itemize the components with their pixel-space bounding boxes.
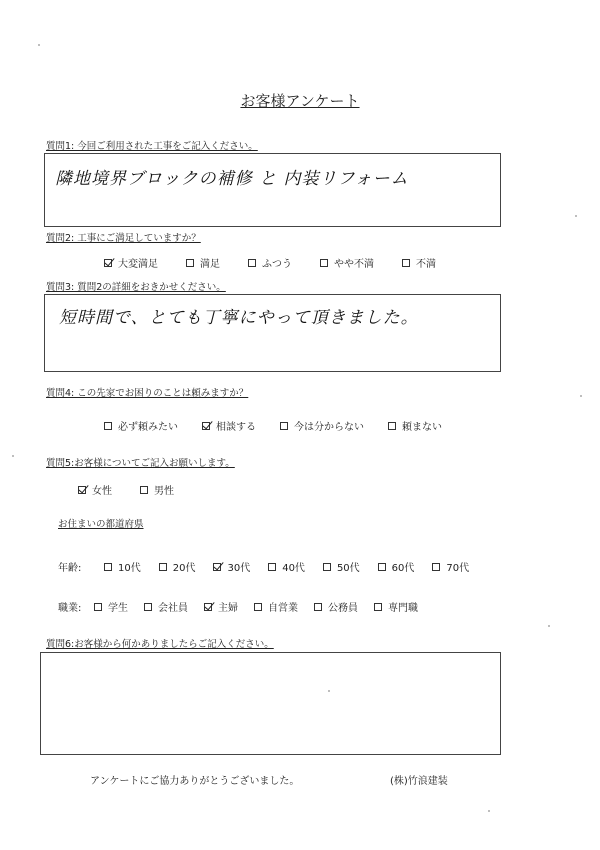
job-option-label: 公務員 bbox=[328, 603, 358, 614]
future-request-option[interactable] bbox=[388, 418, 442, 433]
future-request-option-label: 頼まない bbox=[402, 422, 442, 433]
thanks-message: アンケートにご協力ありがとうございました。 bbox=[90, 776, 300, 787]
age-option[interactable] bbox=[323, 559, 360, 574]
checked-checkbox[interactable] bbox=[204, 603, 212, 611]
survey-title-text: お客様アンケート bbox=[240, 92, 360, 110]
gender-options bbox=[78, 482, 174, 497]
age-option-label: 70代 bbox=[446, 563, 470, 574]
age-option[interactable] bbox=[159, 559, 196, 574]
job-option[interactable] bbox=[374, 599, 418, 614]
checkbox[interactable] bbox=[254, 603, 262, 611]
question-4-options bbox=[104, 418, 442, 433]
job-option-label: 専門職 bbox=[388, 603, 418, 614]
future-request-option-label: 今は分からない bbox=[294, 422, 364, 433]
checkbox[interactable] bbox=[268, 563, 276, 571]
checkbox[interactable] bbox=[432, 563, 440, 571]
satisfaction-option-label: やや不満 bbox=[334, 259, 374, 270]
question-1-answer: 隣地境界ブロックの補修 と 内装リフォーム bbox=[55, 169, 409, 189]
satisfaction-option[interactable] bbox=[320, 255, 374, 270]
question-3-answer: 短時間で、とても丁寧にやって頂きました。 bbox=[59, 308, 419, 328]
satisfaction-option-label: ふつう bbox=[262, 259, 292, 270]
checkbox[interactable] bbox=[144, 603, 152, 611]
future-request-option[interactable] bbox=[202, 418, 256, 433]
future-request-option[interactable] bbox=[280, 418, 364, 433]
satisfaction-option[interactable] bbox=[402, 255, 436, 270]
checked-checkbox[interactable] bbox=[104, 259, 112, 267]
checkbox[interactable] bbox=[314, 603, 322, 611]
company-name: (株)竹浪建装 bbox=[390, 776, 448, 787]
checkbox[interactable] bbox=[280, 422, 288, 430]
age-option[interactable] bbox=[268, 559, 305, 574]
checkbox[interactable] bbox=[104, 563, 112, 571]
gender-option[interactable] bbox=[78, 482, 112, 497]
question-1-label: 質問1: 今回ご利用された工事をご記入ください。 bbox=[46, 141, 258, 152]
job-option[interactable] bbox=[144, 599, 188, 614]
checkbox[interactable] bbox=[248, 259, 256, 267]
age-option-label: 60代 bbox=[391, 563, 415, 574]
gender-option[interactable] bbox=[140, 482, 174, 497]
satisfaction-option[interactable] bbox=[104, 255, 158, 270]
question-4-label: 質問4: この先家でお困りのことは頼みますか？ bbox=[46, 388, 249, 399]
future-request-option-label: 相談する bbox=[216, 422, 256, 433]
job-options bbox=[94, 599, 418, 614]
checkbox[interactable] bbox=[159, 563, 167, 571]
question-3-label: 質問3: 質問2の詳細をおきかせください。 bbox=[46, 282, 226, 293]
checked-checkbox[interactable] bbox=[78, 486, 86, 494]
future-request-option-label: 必ず頼みたい bbox=[118, 422, 178, 433]
age-option-label: 50代 bbox=[336, 563, 360, 574]
checkbox[interactable] bbox=[140, 486, 148, 494]
question-1-answer-box[interactable] bbox=[44, 153, 501, 227]
job-option[interactable] bbox=[254, 599, 298, 614]
age-option-label: 10代 bbox=[118, 563, 141, 574]
age-option-label: 20代 bbox=[172, 563, 196, 574]
satisfaction-option-label: 大変満足 bbox=[118, 259, 158, 270]
question-5-label: 質問5:お客様についてご記入お願いします。 bbox=[46, 458, 235, 469]
gender-option-label: 女性 bbox=[92, 486, 112, 497]
age-option-label: 30代 bbox=[227, 563, 251, 574]
job-option-label: 自営業 bbox=[268, 603, 298, 614]
checkbox[interactable] bbox=[388, 422, 396, 430]
checkbox[interactable] bbox=[94, 603, 102, 611]
question-2-label: 質問2: 工事にご満足していますか？ bbox=[46, 233, 201, 244]
question-6-label: 質問6:お客様から何かありましたらご記入ください。 bbox=[46, 639, 274, 650]
question-3-answer-box[interactable] bbox=[44, 294, 501, 372]
question-2-options bbox=[104, 255, 436, 270]
satisfaction-option[interactable] bbox=[186, 255, 220, 270]
satisfaction-option-label: 不満 bbox=[416, 259, 436, 270]
checkbox[interactable] bbox=[378, 563, 386, 571]
checkbox[interactable] bbox=[320, 259, 328, 267]
age-label: 年齢: bbox=[58, 563, 82, 574]
job-option[interactable] bbox=[204, 599, 238, 614]
residence-label: お住まいの都道府県 bbox=[58, 519, 144, 530]
job-option-label: 会社員 bbox=[158, 603, 188, 614]
job-option-label: 主婦 bbox=[218, 603, 238, 614]
job-option[interactable] bbox=[94, 599, 128, 614]
future-request-option[interactable] bbox=[104, 418, 178, 433]
age-option[interactable] bbox=[104, 559, 141, 574]
checked-checkbox[interactable] bbox=[213, 563, 221, 571]
satisfaction-option[interactable] bbox=[248, 255, 292, 270]
job-label: 職業: bbox=[58, 603, 82, 614]
age-option-label: 40代 bbox=[282, 563, 305, 574]
checkbox[interactable] bbox=[374, 603, 382, 611]
age-option[interactable] bbox=[378, 559, 415, 574]
age-options bbox=[104, 559, 469, 574]
age-option[interactable] bbox=[432, 559, 469, 574]
checkbox[interactable] bbox=[104, 422, 112, 430]
job-option[interactable] bbox=[314, 599, 358, 614]
checked-checkbox[interactable] bbox=[202, 422, 210, 430]
checkbox[interactable] bbox=[402, 259, 410, 267]
survey-title bbox=[0, 90, 600, 111]
gender-option-label: 男性 bbox=[154, 486, 174, 497]
satisfaction-option-label: 満足 bbox=[200, 259, 220, 270]
question-6-answer-box[interactable] bbox=[40, 652, 501, 755]
age-option[interactable] bbox=[213, 559, 250, 574]
checkbox[interactable] bbox=[186, 259, 194, 267]
job-option-label: 学生 bbox=[108, 603, 128, 614]
checkbox[interactable] bbox=[323, 563, 331, 571]
